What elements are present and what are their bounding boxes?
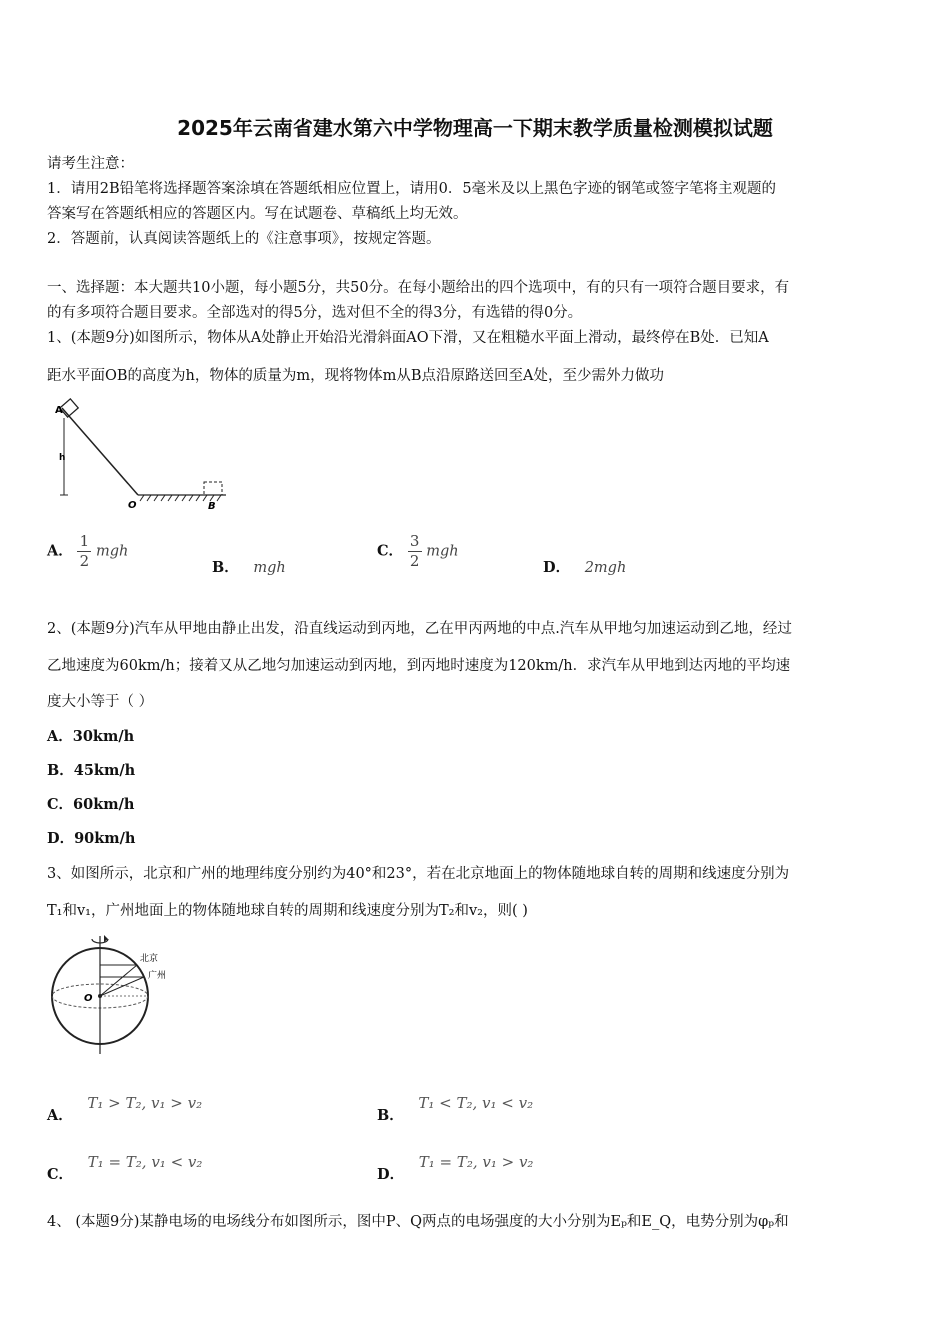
- notice-item-1-line-2: 答案写在答题纸相应的答题区内。写在试题卷、草稿纸上均无效。: [47, 206, 468, 222]
- label-guangzhou: 广州: [148, 971, 167, 981]
- radius-to-beijing: [100, 965, 137, 996]
- q3-earth-figure: [48, 928, 188, 1060]
- radius-to-guangzhou: [100, 977, 144, 996]
- q2-stem-line-3: 度大小等于（ ）: [47, 694, 154, 710]
- q1-stem-line-2: 距水平面OB的高度为h，物体的质量为m，现将物体m从B点沿原路送回至A处，至少需外力做功: [47, 368, 665, 384]
- q1-stem-line-1: 1、(本题9分)如图所示，物体从A处静止开始沿光滑斜面AO下滑，又在粗糙水平面上滑动，最终停在B处．已知A: [47, 330, 769, 346]
- notice-item-2: 2．答题前，认真阅读答题纸上的《注意事项》，按规定答题。: [47, 231, 441, 247]
- section-intro-line-2: 的有多项符合题目要求。全部选对的得5分，选对但不全的得3分，有选错的得0分。: [47, 305, 583, 321]
- q2-option-a[interactable]: A．30km/h: [47, 728, 135, 745]
- label-h: h: [59, 453, 66, 463]
- q1-option-c[interactable]: C． $\frac{3}{2}$ mgh: [377, 532, 459, 570]
- q2-option-b[interactable]: B．45km/h: [47, 762, 136, 779]
- notice-item-1-line-1: 1．请用2B铅笔将选择题答案涂填在答题纸相应位置上，请用0．5毫米及以上黑色字迹的钢笔或签字笔将主观题的: [47, 181, 777, 197]
- q3-option-b[interactable]: B． T₁ < T₂, v₁ < v₂: [377, 1094, 534, 1124]
- fraction-three-halves: $\frac{3}{2}$: [408, 532, 422, 571]
- section-intro-line-1: 一、选择题：本大题共10小题，每小题5分，共50分。在每小题给出的四个选项中，有的只有一项符合题目要求，有: [47, 280, 790, 296]
- q1-incline-figure: [48, 398, 238, 516]
- q3-stem-line-1: 3、如图所示，北京和广州的地理纬度分别约为40°和23°，若在北京地面上的物体随地球自转的周期和线速度分别为: [47, 866, 790, 882]
- incline-line: [62, 408, 138, 495]
- q1-option-a[interactable]: A． $\frac{1}{2}$ mgh: [47, 532, 129, 570]
- q1-option-b[interactable]: B． mgh: [212, 559, 286, 576]
- q3-option-a[interactable]: A． T₁ > T₂, v₁ > v₂: [47, 1094, 203, 1124]
- q2-stem-line-1: 2、(本题9分)汽车从甲地由静止出发，沿直线运动到丙地，乙在甲丙两地的中点.汽车从甲地匀加速运动到乙地，经过: [47, 621, 792, 637]
- q3-option-d[interactable]: D． T₁ = T₂, v₁ > v₂: [377, 1153, 534, 1183]
- q3-stem-line-2: T₁和v₁，广州地面上的物体随地球自转的周期和线速度分别为T₂和v₂，则( ): [47, 903, 528, 919]
- notice-heading: 请考生注意：: [47, 156, 134, 172]
- label-beijing: 北京: [140, 954, 159, 964]
- label-a: A: [55, 405, 63, 416]
- block-b: [204, 482, 222, 495]
- q2-stem-line-2: 乙地速度为60km/h；接着又从乙地匀加速运动到丙地，到丙地时速度为120km/h．求汽车从甲地到达丙地的平均速: [47, 658, 791, 674]
- q3-option-c[interactable]: C． T₁ = T₂, v₁ < v₂: [47, 1153, 203, 1183]
- q2-option-c[interactable]: C．60km/h: [47, 796, 135, 813]
- center-dot: [98, 994, 102, 998]
- page-title: 2025年云南省建水第六中学物理高一下期末教学质量检测模拟试题: [177, 116, 773, 140]
- fraction-one-half: $\frac{1}{2}$: [77, 532, 91, 571]
- label-center-o: O: [84, 993, 93, 1004]
- q4-stem-line-1: 4、 (本题9分)某静电场的电场线分布如图所示，图中P、Q两点的电场强度的大小分别为Eₚ和E_Q，电势分别为φₚ和: [47, 1214, 789, 1230]
- q1-option-d[interactable]: D． 2mgh: [543, 559, 627, 576]
- label-b: B: [208, 501, 216, 512]
- label-o: O: [128, 500, 137, 511]
- q2-option-d[interactable]: D．90km/h: [47, 830, 136, 847]
